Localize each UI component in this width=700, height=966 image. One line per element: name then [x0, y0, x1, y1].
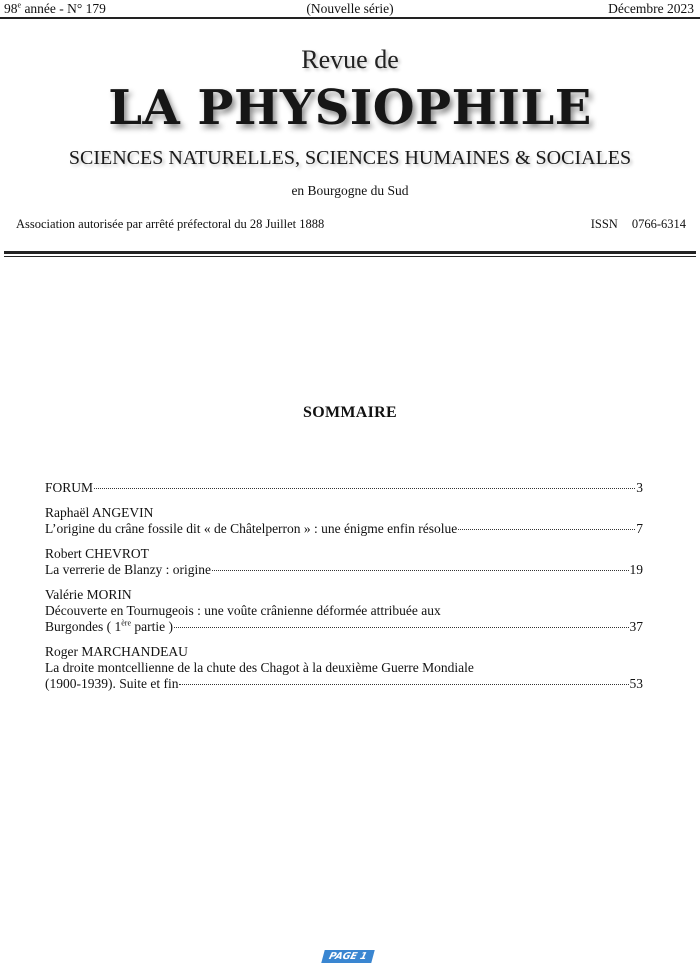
toc-author: Raphaël ANGEVIN: [45, 505, 154, 520]
toc-entry-chevrot[interactable]: [45, 546, 643, 578]
toc-author: Roger MARCHANDEAU: [45, 644, 188, 659]
toc-title: L’origine du crâne fossile dit « de Châtelperron » : une énigme enfin résolue: [45, 521, 458, 536]
toc-title-line: (1900-1939). Suite et fin: [45, 676, 179, 691]
issue-date: Décembre 2023: [608, 1, 694, 16]
double-rule: [4, 251, 696, 257]
toc-author: Valérie MORIN: [45, 587, 132, 602]
toc-leader: [174, 627, 629, 628]
issue-header: [0, 0, 700, 18]
toc-title: La verrerie de Blanzy : origine: [45, 562, 212, 577]
top-rule: [0, 17, 700, 19]
issue-number: 98e année - N° 179: [4, 0, 106, 16]
journal-subtitle: SCIENCES NATURELLES, SCIENCES HUMAINES & SOCIALES: [68, 147, 632, 169]
toc-page: 3: [636, 480, 643, 495]
journal-title: LA PHYSIOPHILE: [108, 80, 592, 136]
toc-title-line: Découverte en Tournugeois : une voûte crânienne déformée attribuée aux: [45, 603, 441, 618]
toc-title-line: La droite montcellienne de la chute des Chagot à la deuxième Guerre Mondiale: [45, 660, 474, 675]
toc-page: 53: [629, 676, 643, 691]
toc-leader: [94, 488, 635, 489]
journal-region: en Bourgogne du Sud: [291, 183, 409, 198]
sommaire-heading: SOMMAIRE: [303, 404, 397, 421]
toc-page: 19: [629, 562, 643, 577]
issn-label: ISSN: [590, 217, 618, 231]
toc-entry-forum[interactable]: [45, 480, 643, 496]
masthead-prefix: Revue de: [301, 45, 399, 74]
toc-leader: [458, 529, 635, 530]
page-number-tag: PAGE 1: [321, 950, 374, 963]
toc-entry-marchandeau[interactable]: [45, 644, 643, 692]
toc-leader: [179, 684, 628, 685]
toc-entry-angevin[interactable]: [45, 505, 643, 537]
toc-entry-morin[interactable]: [45, 587, 643, 635]
toc-title: FORUM: [45, 480, 94, 495]
table-of-contents: [45, 480, 643, 695]
issn-number: 0766-6314: [631, 217, 686, 231]
association-notice: Association autorisée par arrêté préfectoral du 28 Juillet 1888: [16, 217, 325, 231]
issn: [591, 217, 686, 232]
toc-title-line: Burgondes ( 1ère partie ): [45, 618, 173, 634]
toc-page: 7: [636, 521, 643, 536]
toc-page: 37: [629, 619, 643, 634]
toc-leader: [212, 570, 628, 571]
series-label: (Nouvelle série): [306, 1, 394, 16]
toc-author: Robert CHEVROT: [45, 546, 149, 561]
